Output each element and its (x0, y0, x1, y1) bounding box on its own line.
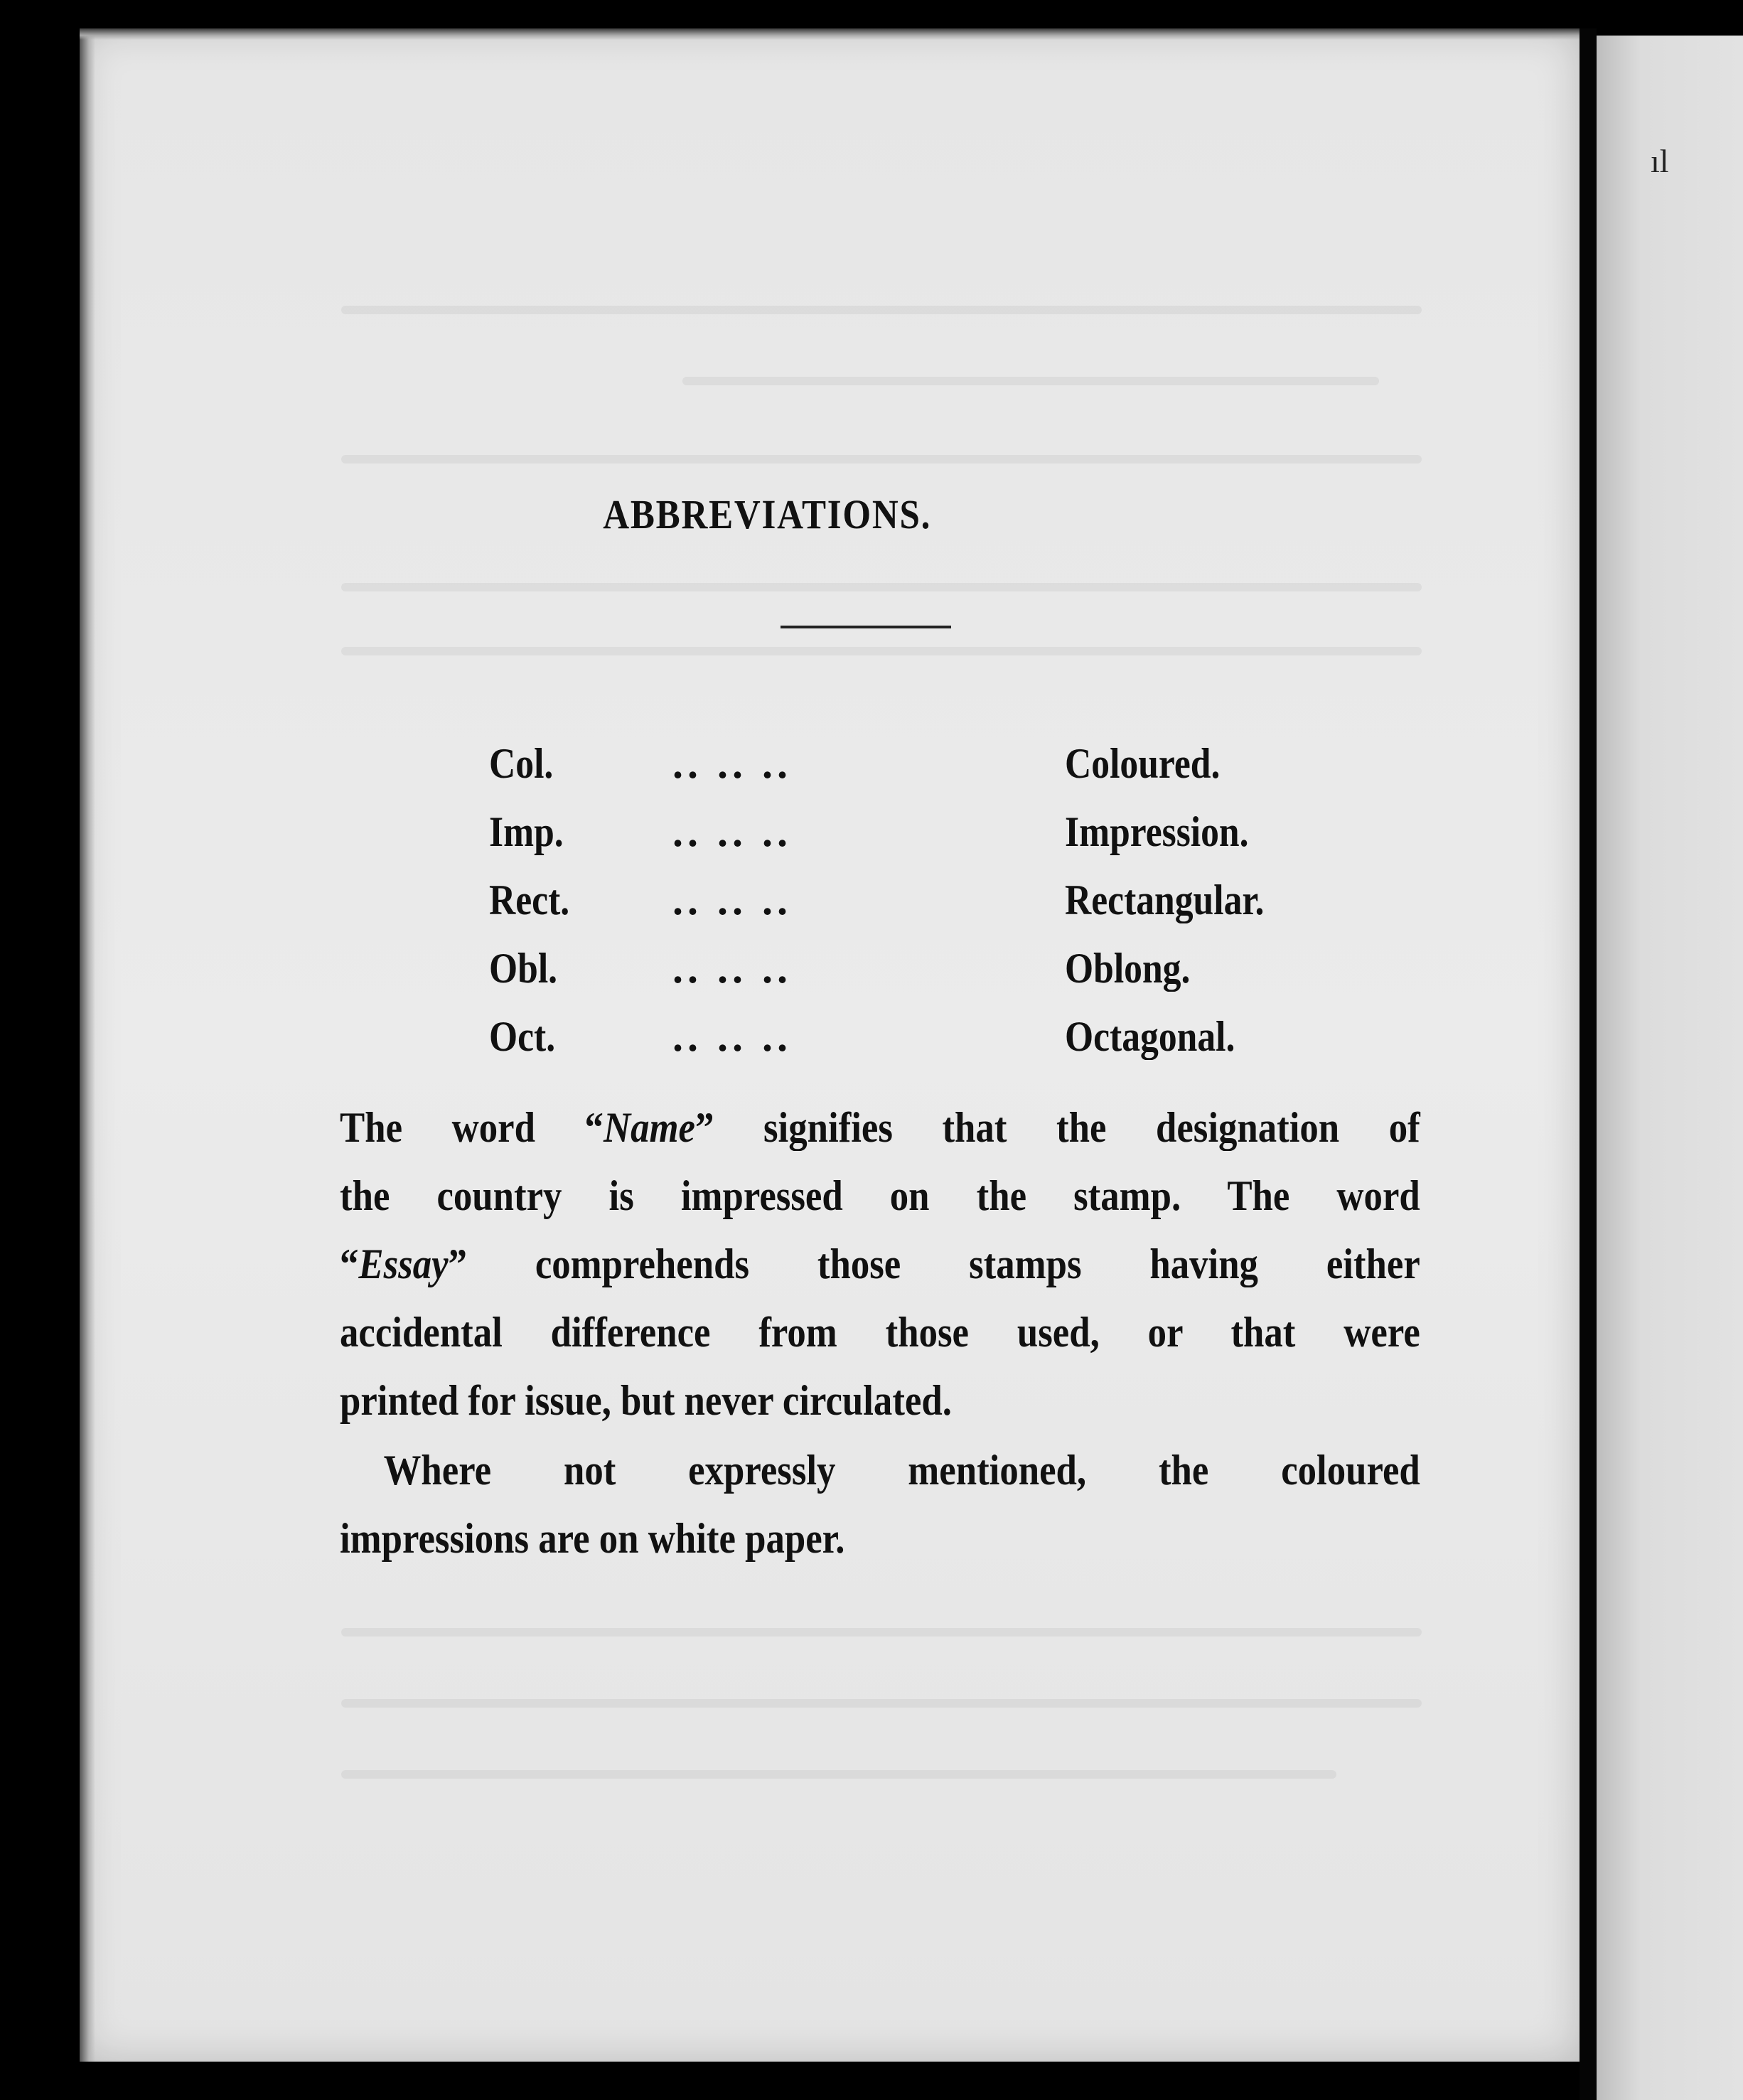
binding-gutter (1580, 28, 1597, 2100)
paragraph-line: Where not expressly mentioned, the coloured (383, 1447, 1420, 1494)
definitions-paragraph (340, 1093, 1420, 1435)
leader-dots: .. .. .. (672, 945, 792, 992)
abbreviation-short: Imp. (489, 808, 564, 855)
leader-dots: .. .. .. (672, 877, 792, 923)
paragraph-line: impressions are on white paper. (340, 1515, 845, 1562)
abbreviation-meaning: Oblong. (1065, 945, 1191, 992)
abbreviation-meaning: Impression. (1065, 808, 1249, 855)
abbreviation-short: Oct. (489, 1013, 556, 1060)
abbreviation-row (489, 876, 1413, 944)
term-essay: Essay (358, 1241, 449, 1287)
text-run: ” comprehends those stamps having either (448, 1241, 1420, 1287)
title-rule (781, 626, 951, 628)
term-name: Name (603, 1104, 695, 1151)
abbreviation-short: Rect. (489, 877, 570, 923)
abbreviation-short: Obl. (489, 945, 558, 992)
bleed-through-line (341, 1699, 1422, 1708)
paragraph-line: accidental difference from those used, or that were (340, 1309, 1420, 1356)
leader-dots: .. .. .. (672, 1013, 792, 1060)
paragraph-line (340, 1230, 1420, 1298)
paragraph-line: printed for issue, but never circulated. (340, 1377, 952, 1424)
bleed-through-line (682, 377, 1379, 385)
adjacent-page-mark: ıl (1651, 143, 1669, 179)
leader-dots: .. .. .. (672, 808, 792, 855)
abbreviation-row (489, 739, 1413, 808)
abbreviation-row (489, 1012, 1413, 1081)
abbreviation-meaning: Octagonal. (1065, 1013, 1235, 1060)
page-left-edge (80, 28, 95, 2062)
abbreviation-row (489, 944, 1413, 1012)
text-run: “ (340, 1241, 359, 1287)
text-run: The word “ (340, 1104, 604, 1151)
abbreviation-meaning: Coloured. (1065, 740, 1221, 787)
bleed-through-line (341, 306, 1422, 314)
paragraph-line: the country is impressed on the stamp. The word (340, 1172, 1420, 1219)
abbreviation-list (489, 739, 1413, 1081)
note-paragraph (340, 1436, 1420, 1573)
bleed-through-line (341, 1770, 1336, 1779)
bleed-through-line (341, 1628, 1422, 1636)
page-top-edge (80, 28, 1580, 40)
adjacent-page-sliver (1597, 36, 1743, 2100)
abbreviation-row (489, 808, 1413, 876)
bleed-through-line (341, 455, 1422, 464)
bleed-through-line (341, 583, 1422, 591)
paragraph-line (340, 1093, 1420, 1162)
abbreviation-meaning: Rectangular. (1065, 877, 1265, 923)
bleed-through-line (341, 647, 1422, 655)
leader-dots: .. .. .. (672, 740, 792, 787)
page-title: ABBREVIATIONS. (603, 491, 932, 537)
abbreviation-short: Col. (489, 740, 554, 787)
text-run: ” signifies that the designation of (694, 1104, 1420, 1151)
